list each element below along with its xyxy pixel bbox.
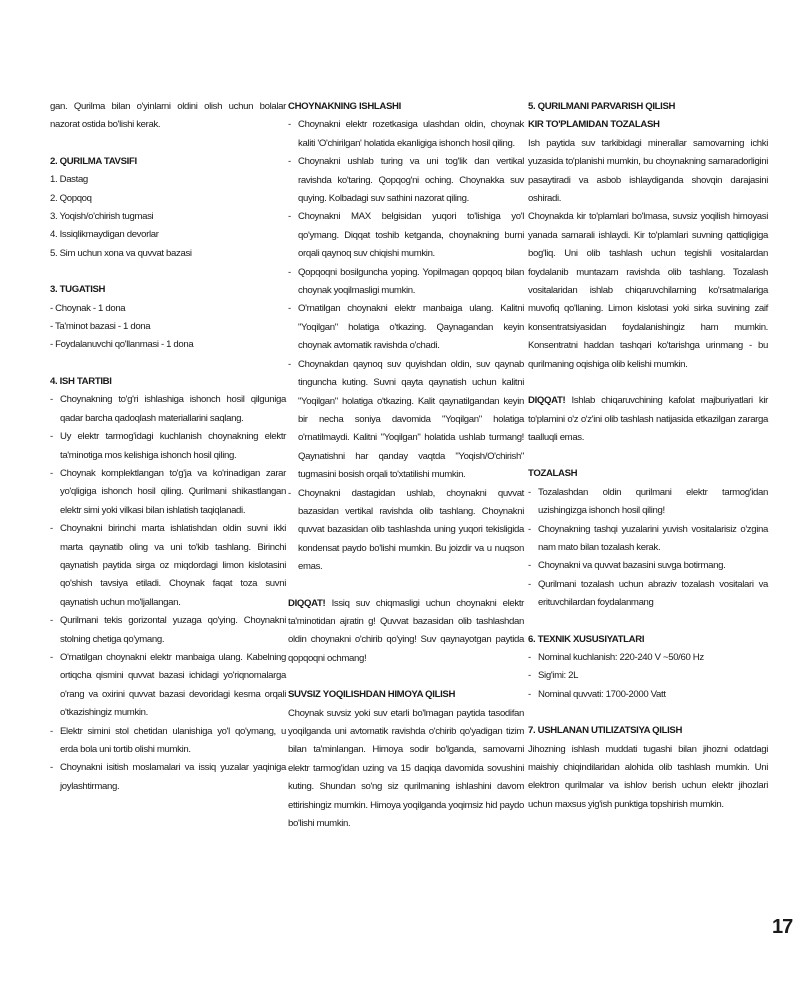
section-device-description: [50, 153, 286, 263]
column-right: [528, 98, 768, 814]
section-package-contents: [50, 281, 286, 355]
list-item: - Qopqoqni bosilguncha yoping. Yopilmagan qopqoq bilan choynak yoqilmasligi mumkin.: [288, 264, 524, 301]
section-cleaning: [528, 465, 768, 612]
warning-label: DIQQAT!: [288, 597, 326, 609]
list-item: - O'rnatilgan choynakni elektr manbaiga ulang. Kabelning ortiqcha qismini quvvat bazasi ichidagi yo'riqnomalarga o'rang va oxirini quvvat bazasi devoridagi kesma orqali o'tkazishingiz mumkin.: [50, 649, 286, 723]
section-maintenance: [528, 98, 768, 374]
section-title: 2. QURILMA TAVSIFI: [50, 155, 137, 167]
cleaning-list: [528, 484, 768, 613]
operation-list: [288, 116, 524, 576]
list-item: 4. Issiqlikmaydigan devorlar: [50, 229, 159, 241]
section-operating-procedure: [50, 373, 286, 796]
section-disposal: [528, 722, 768, 814]
list-item: - Nominal kuchlanish: 220-240 V ~50/60 Hz: [528, 649, 768, 667]
section-paragraph: Choynakda kir to'plamlari bo'lmasa, suvsiz yoqilish himoyasi yanada samarali ishlaydi. Kir to'plamlari suvning qattiqligiga bog'liq. Uni olib tashlash uchun tegishli vositalardan foydalanib muntazam ravishda olib tashlang. Tozalash vositalaridan ishlab chiqaruvchilarning ko'rsatmalariga muvofiq qo'llaning. Limon kislotasi yoki sirka suvining zaif konsentratsiyasidan foydalanishingiz ham mumkin. Konsentratni haddan tashqari ko'tarishga urinmang - bu qurilmaning oqishiga olib kelishi mumkin.: [528, 211, 768, 370]
list-item: 5. Sim uchun xona va quvvat bazasi: [50, 247, 192, 259]
section-paragraph: Choynak suvsiz yoki suv etarli bo'lmagan paytida tasodifan yoqilganda uni avtomatik ravishda o'chirib qo'yadigan tizim bilan ta'minlangan. Himoya sodir bo'lganda, samovarni elektr tarmog'idan uzing va 15 daqiqa davomida sovushini kuting. Shundan so'ng siz qurilmaning ishlashini davom ettirishingiz mumkin. Himoya yoqilganda yoqimsiz hid paydo bo'lishi mumkin.: [288, 707, 524, 830]
list-item: - Choynak - 1 dona: [50, 302, 126, 314]
list-item: - Sig'imi: 2L: [528, 667, 768, 685]
section-paragraph: Jihozning ishlash muddati tugashi bilan jihozni odatdagi maishiy chiqindilaridan alohida olib tashlash mumkin. Uni elektron qurilmalar va ishlov berish uchun elektr jihozlari uchun maxsus yig'ish punktiga topshirish mumkin.: [528, 743, 768, 810]
parts-list: [50, 171, 286, 263]
procedure-list: [50, 391, 286, 796]
section-title: CHOYNAKNING ISHLASHI: [288, 101, 401, 112]
list-item: - Choynakdan qaynoq suv quyishdan oldin, suv qaynab tinguncha kuting. Suvni qayta qaynatish uchun kalitni "Yoqilgan" holatiga o'tkazing. Kalit qaynatilgandan keyin bir necha soniya davomida "Yoqilgan" holatiga o'rnatilmaydi. Kalitni "Yoqilgan" holatida ushlab turmang! Qaynatishni har qanday vaqtda "Yoqish/O'chirish" tugmasini bosish orqali to'xtatilishi mumkin.: [288, 356, 524, 485]
list-item: - Choynakni va quvvat bazasini suvga botirmang.: [528, 557, 768, 575]
column-left: [50, 98, 286, 796]
list-item: - O'rnatilgan choynakni elektr manbaiga ulang. Kalitni "Yoqilgan" holatiga o'tkazing. Qaynagandan keyin choynak avtomatik ravishda o'chadi.: [288, 300, 524, 355]
warning-paragraph: [528, 392, 768, 447]
section-title: 5. QURILMANI PARVARISH QILISH: [528, 101, 676, 112]
list-item: - Foydalanuvchi qo'llanmasi - 1 dona: [50, 339, 194, 351]
list-item: - Choynakni MAX belgisidan yuqori to'lishiga yo'l qo'ymang. Diqqat toshib ketganda, choynakning burni orqali qaynoq suv chiqishi mumkin.: [288, 208, 524, 263]
list-item: - Choynakni isitish moslamalari va issiq yuzalar yaqiniga joylashtirmang.: [50, 759, 286, 796]
list-item: 3. Yoqish/o'chirish tugmasi: [50, 211, 154, 223]
section-kettle-operation: [288, 98, 524, 577]
section-title: 6. TEXNIK XUSUSIYATLARI: [528, 633, 645, 645]
list-item: - Choynakni ushlab turing va uni tog'lik dan vertikal ravishda ko'taring. Qopqog'ni oching. Choynakka suv quying. Kolbadagi suv sathini nazorat qiling.: [288, 153, 524, 208]
list-item: - Choynakni birinchi marta ishlatishdan oldin suvni ikki marta qaynatib oling va uni to'kib tashlang. Birinchi qaynatish paytida sirga oz miqdordagi limon kislotasini qo'shish tavsiya etiladi. Choynak faqat toza suvni qaynatish uchun mo'ljallangan.: [50, 520, 286, 612]
list-item: 1. Dastag: [50, 174, 88, 186]
page-number: 17: [772, 916, 793, 938]
section-title: SUVSIZ YOQILISHDAN HIMOYA QILISH: [288, 689, 456, 701]
section-title: 3. TUGATISH: [50, 284, 106, 296]
list-item: 2. Qopqoq: [50, 192, 92, 204]
section-title: 7. USHLANAN UTILIZATSIYA QILISH: [528, 725, 683, 737]
section-title: TOZALASH: [528, 468, 578, 480]
section-subtitle: KIR TO'PLAMIDAN TOZALASH: [528, 119, 660, 131]
list-item: - Choynak komplektlangan to'g'ja va ko'rinadigan zarar yo'qligiga ishonch hosil qiling. Qurilmani shikastlangan elektr simi yoki vilkasi bilan ishlatish taqiqlanadi.: [50, 465, 286, 520]
list-item: - Qurilmani tozalash uchun abraziv tozalash vositalari va erituvchilardan foydalanmang: [528, 576, 768, 613]
list-item: - Ta'minot bazasi - 1 dona: [50, 321, 151, 333]
section-specifications: [528, 631, 768, 705]
warning-label: DIQQAT!: [528, 395, 566, 407]
warning-text: Ishlab chiqaruvchining kafolat majburiyatlari kir to'plamini o'z o'z'ini olib tashlash natijasida etkazilgan zararga taalluqli emas.: [528, 395, 768, 443]
intro-paragraph: gan. Qurilma bilan o'yinlarni oldini olish uchun bolalar nazorat ostida bo'lishi kerak.: [50, 101, 286, 131]
column-middle: [288, 98, 524, 833]
list-item: - Elektr simini stol chetidan ulanishiga yo'l qo'ymang, u erda bola uni tortib olishi mumkin.: [50, 723, 286, 760]
list-item: - Choynakni elektr rozetkasiga ulashdan oldin, choynak kaliti 'O'chirilgan' holatida ekanligiga ishonch hosil qiling.: [288, 116, 524, 153]
section-dry-boil-protection: [288, 686, 524, 833]
warning-paragraph: [288, 595, 524, 669]
list-item: - Choynakni dastagidan ushlab, choynakni quvvat bazasidan vertikal ravishda olib tashlang. Choynakni quvvat bazasidan olib tashlashda uning yuqori tekisligida kondensat paydo bo'lishi mumkin. Bu joizdir va u nuqson emas.: [288, 485, 524, 577]
list-item: - Nominal quvvati: 1700-2000 Vatt: [528, 686, 768, 704]
list-item: - Tozalashdan oldin qurilmani elektr tarmog'idan uzishingizga ishonch hosil qiling!: [528, 484, 768, 521]
contents-list: [50, 300, 286, 355]
section-title: 4. ISH TARTIBI: [50, 375, 112, 387]
list-item: - Uy elektr tarmog'idagi kuchlanish choynakning elektr ta'minotiga mos kelishiga ishonch hosil qiling.: [50, 428, 286, 465]
section-paragraph: Ish paytida suv tarkibidagi minerallar samovarning ichki yuzasida to'planishi mumkin, bu choynakning samaradorligini pasaytiradi va asbob ishlaydiganda shovqin darajasini oshiradi.: [528, 137, 768, 205]
list-item: - Choynakning tashqi yuzalarini yuvish vositalarisiz o'zgina nam mato bilan tozalash kerak.: [528, 521, 768, 558]
list-item: - Qurilmani tekis gorizontal yuzaga qo'ying. Choynakni stolning chetiga qo'ymang.: [50, 612, 286, 649]
warning-text: Issiq suv chiqmasligi uchun choynakni elektr ta'minotidan ajratin g! Quvvat bazasidan olib tashlashdan oldin choynakni o'chirib qo'ying! Suv qaynayotgan paytida qopqoqni ochmang!: [288, 597, 524, 664]
specs-list: [528, 649, 768, 704]
list-item: - Choynakning to'g'ri ishlashiga ishonch hosil qilguniga qadar barcha qadoqlash materiallarini saqlang.: [50, 391, 286, 428]
